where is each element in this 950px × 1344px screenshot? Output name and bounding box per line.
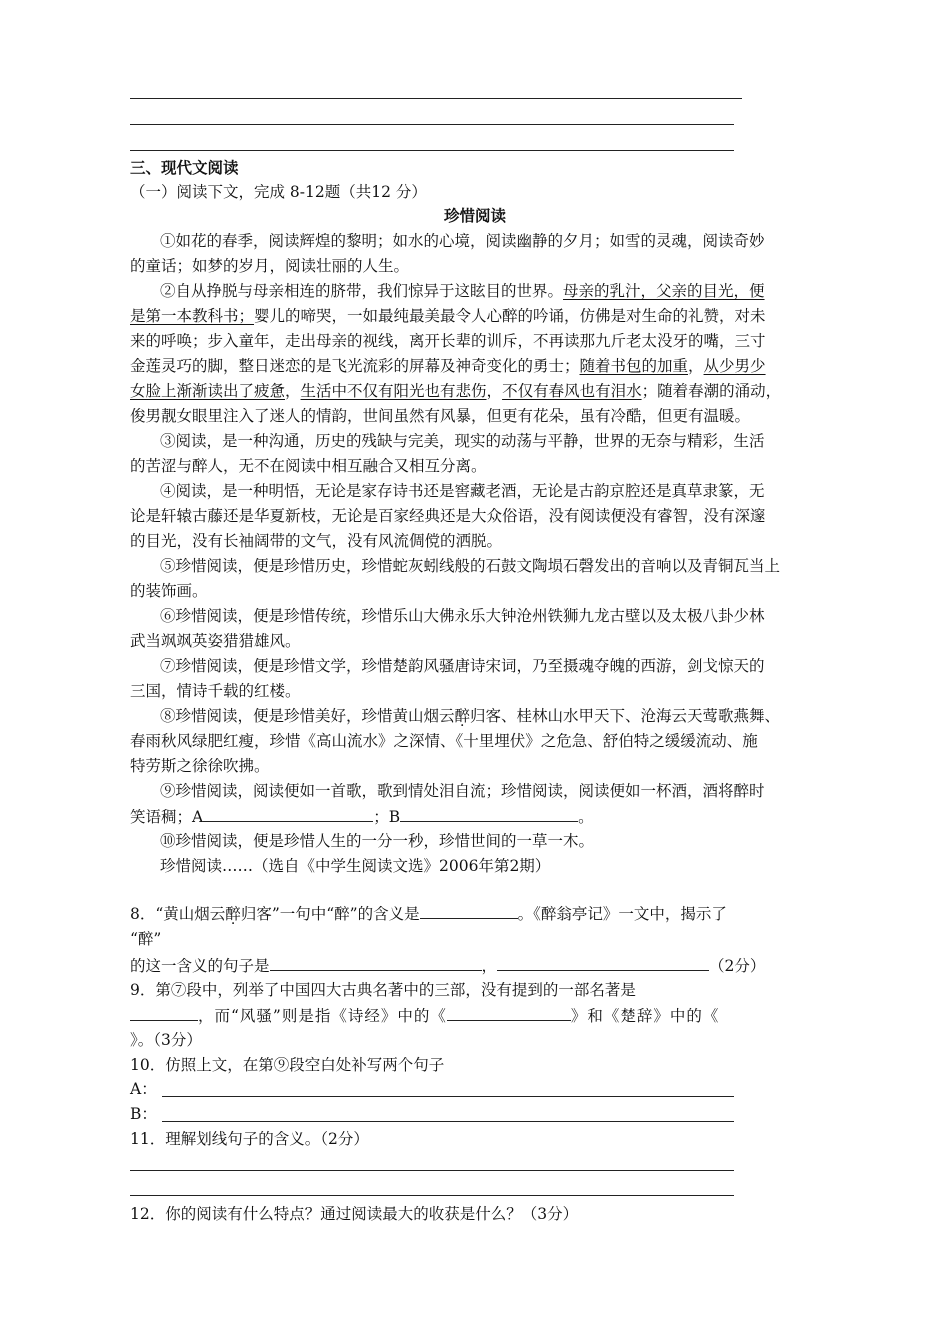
text-span: ⑧珍惜阅读，便是珍惜美好，珍惜黄山烟云 xyxy=(160,707,455,725)
text-span: ， xyxy=(285,382,301,400)
answer-line xyxy=(130,98,742,99)
instruction: （一）阅读下文，完成 8-12题（共12 分） xyxy=(130,183,427,201)
question-9: 9．第⑦段中，列举了中国四大古典名著中的三部，没有提到的一部名著是 xyxy=(130,981,636,999)
source-note: 珍惜阅读……（选自《中学生阅读文选》2006年第2期） xyxy=(160,857,551,875)
paragraph-2-line xyxy=(130,305,830,327)
emphasis-char: 醉 xyxy=(225,905,241,923)
q10-answer-b-line[interactable] xyxy=(162,1121,734,1122)
text-span: 的这一含义的句子是 xyxy=(130,957,270,975)
underlined-sentence: 女脸上渐渐读出了疲惫 xyxy=(130,382,286,400)
paragraph-4-line: ④阅读，是一种明悟，无论是家存诗书还是窖藏老酒，无论是古韵京腔还是真草隶篆，无 xyxy=(160,482,765,500)
question-12: 12．你的阅读有什么特点？通过阅读最大的收获是什么？（3分） xyxy=(130,1205,579,1223)
paragraph-6-line: 武当飒飒英姿猎猎雄风。 xyxy=(130,632,301,650)
question-9-cont xyxy=(130,1004,830,1027)
q8-blank-2[interactable] xyxy=(270,954,482,971)
underlined-sentence: 不仅有春风也有泪水 xyxy=(502,382,642,400)
paragraph-1-line: 的童话；如梦的岁月，阅读壮丽的人生。 xyxy=(130,257,410,275)
q9-blank-2[interactable] xyxy=(447,1004,571,1021)
q10-answer-a-label: A： xyxy=(130,1080,157,1098)
paragraph-4-line: 的目光，没有长袖阔带的文气，没有风流倜傥的洒脱。 xyxy=(130,532,503,550)
section-title: 三、现代文阅读 xyxy=(130,158,239,177)
text-span: ， xyxy=(481,957,498,975)
paragraph-1-line: ①如花的春季，阅读辉煌的黎明；如水的心境，阅读幽静的夕月；如雪的灵魂，阅读奇妙 xyxy=(160,232,765,250)
underlined-sentence: 从少男少 xyxy=(703,357,766,375)
q8-blank-3[interactable] xyxy=(497,954,709,971)
text-span: 。《醉翁亭记》一文中，揭示了 xyxy=(517,905,727,923)
question-10: 10．仿照上文，在第⑨段空白处补写两个句子 xyxy=(130,1056,445,1074)
paragraph-6-line: ⑥珍惜阅读，便是珍惜传统，珍惜乐山大佛永乐大钟沧州铁狮九龙古壁以及太极八卦少林 xyxy=(160,607,765,625)
text-span: 。 xyxy=(578,808,594,826)
emphasis-char: 醉 xyxy=(454,707,471,725)
text-span: ，而“风骚”则是指《诗经》中的《 xyxy=(198,1007,447,1025)
q11-answer-line[interactable] xyxy=(130,1170,734,1171)
paragraph-2-line: 来的呼唤；步入童年，走出母亲的视线，离开长辈的训斥，不再读那九斤老太没牙的嘴，三寸 xyxy=(130,332,766,350)
question-11: 11．理解划线句子的含义。（2分） xyxy=(130,1130,369,1148)
blank-b[interactable] xyxy=(400,805,578,822)
text-span: ②自从挣脱与母亲相连的脐带，我们惊异于这眩目的世界。 xyxy=(160,282,564,300)
paragraph-7-line: ⑦珍惜阅读，便是珍惜文学，珍惜楚韵风骚唐诗宋词，乃至摄魂夺魄的西游，剑戈惊天的 xyxy=(160,657,765,675)
paragraph-8-line xyxy=(160,705,860,727)
question-8-cont xyxy=(130,954,830,977)
text-span: ；B xyxy=(373,808,401,826)
text-span: （2分） xyxy=(709,957,766,975)
question-8 xyxy=(130,902,830,925)
paragraph-9-line xyxy=(130,805,830,828)
text-span: 》和《楚辞》中的《 xyxy=(570,1007,720,1025)
answer-line xyxy=(130,124,734,125)
question-9-cont: 》。（3分） xyxy=(130,1031,202,1049)
paragraph-5-line: ⑤珍惜阅读，便是珍惜历史，珍惜蛇灰蚓线般的石鼓文陶埙石磬发出的音响以及青铜瓦当上 xyxy=(160,557,781,575)
paragraph-2-line: 俊男靓女眼里注入了迷人的情韵，世间虽然有风暴，但更有花朵，虽有冷酷，但更有温暖。 xyxy=(130,407,751,425)
text-span: ；随着春潮的涌动， xyxy=(641,382,782,400)
underlined-sentence: 是第一本教科书； xyxy=(130,307,255,325)
paragraph-2-line xyxy=(130,380,830,402)
text-span: 金莲灵巧的脚，整日迷恋的是飞光流彩的屏幕及神奇变化的勇士； xyxy=(130,357,580,375)
text-span: ， xyxy=(688,357,704,375)
answer-line xyxy=(130,150,734,151)
article-title: 珍惜阅读 xyxy=(443,206,506,225)
paragraph-3-line: 的苦涩与醉人，无不在阅读中相互融合又相互分离。 xyxy=(130,457,487,475)
text-span: 归客、桂林山水甲天下、沧海云天莺歌燕舞、 xyxy=(470,707,781,725)
underlined-sentence: 随着书包的加重 xyxy=(579,357,689,375)
text-span: ， xyxy=(486,382,503,400)
paragraph-4-line: 论是轩辕古藤还是华夏新枝，无论是百家经典还是大众俗语，没有阅读便没有睿智，没有深邃 xyxy=(130,507,766,525)
paragraph-2-line xyxy=(130,355,830,377)
paragraph-2-line xyxy=(160,280,860,302)
paragraph-5-line: 的装饰画。 xyxy=(130,582,208,600)
text-span: 归客”一句中“醉”的含义是 xyxy=(240,905,420,923)
q10-answer-b-label: B： xyxy=(130,1105,157,1123)
text-span: 笑语稠；A xyxy=(130,808,204,826)
paragraph-3-line: ③阅读，是一种沟通，历史的残缺与完美，现实的动荡与平静，世界的无奈与精彩，生活 xyxy=(160,432,765,450)
text-span: 8．“黄山烟云 xyxy=(130,905,226,923)
blank-a[interactable] xyxy=(203,805,373,822)
underlined-sentence: 生活中不仅有阳光也有悲伤 xyxy=(300,382,487,400)
paragraph-7-line: 三国，情诗千载的红楼。 xyxy=(130,682,301,700)
paragraph-8-line: 特劳斯之徐徐吹拂。 xyxy=(130,757,270,775)
q8-blank-1[interactable] xyxy=(420,902,518,919)
paragraph-10-line: ⑩珍惜阅读，便是珍惜人生的一分一秒，珍惜世间的一草一木。 xyxy=(160,832,595,850)
paragraph-8-line: 春雨秋风绿肥红瘦，珍惜《高山流水》之深情、《十里埋伏》之危急、舒伯特之缓缓流动、施 xyxy=(130,732,758,750)
q11-answer-line[interactable] xyxy=(130,1195,734,1196)
paragraph-9-line: ⑨珍惜阅读，阅读便如一首歌，歌到情处泪自流；珍惜阅读，阅读便如一杯酒，酒将醉时 xyxy=(160,782,765,800)
question-8-cont: “醉” xyxy=(130,930,162,948)
underlined-sentence: 母亲的乳汁，父亲的目光，便 xyxy=(563,282,765,300)
text-span: 婴儿的啼哭，一如最纯最美最令人心醉的吟诵，仿佛是对生命的礼赞，对未 xyxy=(254,307,766,325)
q9-blank-1[interactable] xyxy=(130,1004,198,1021)
q10-answer-a-line[interactable] xyxy=(162,1096,734,1097)
